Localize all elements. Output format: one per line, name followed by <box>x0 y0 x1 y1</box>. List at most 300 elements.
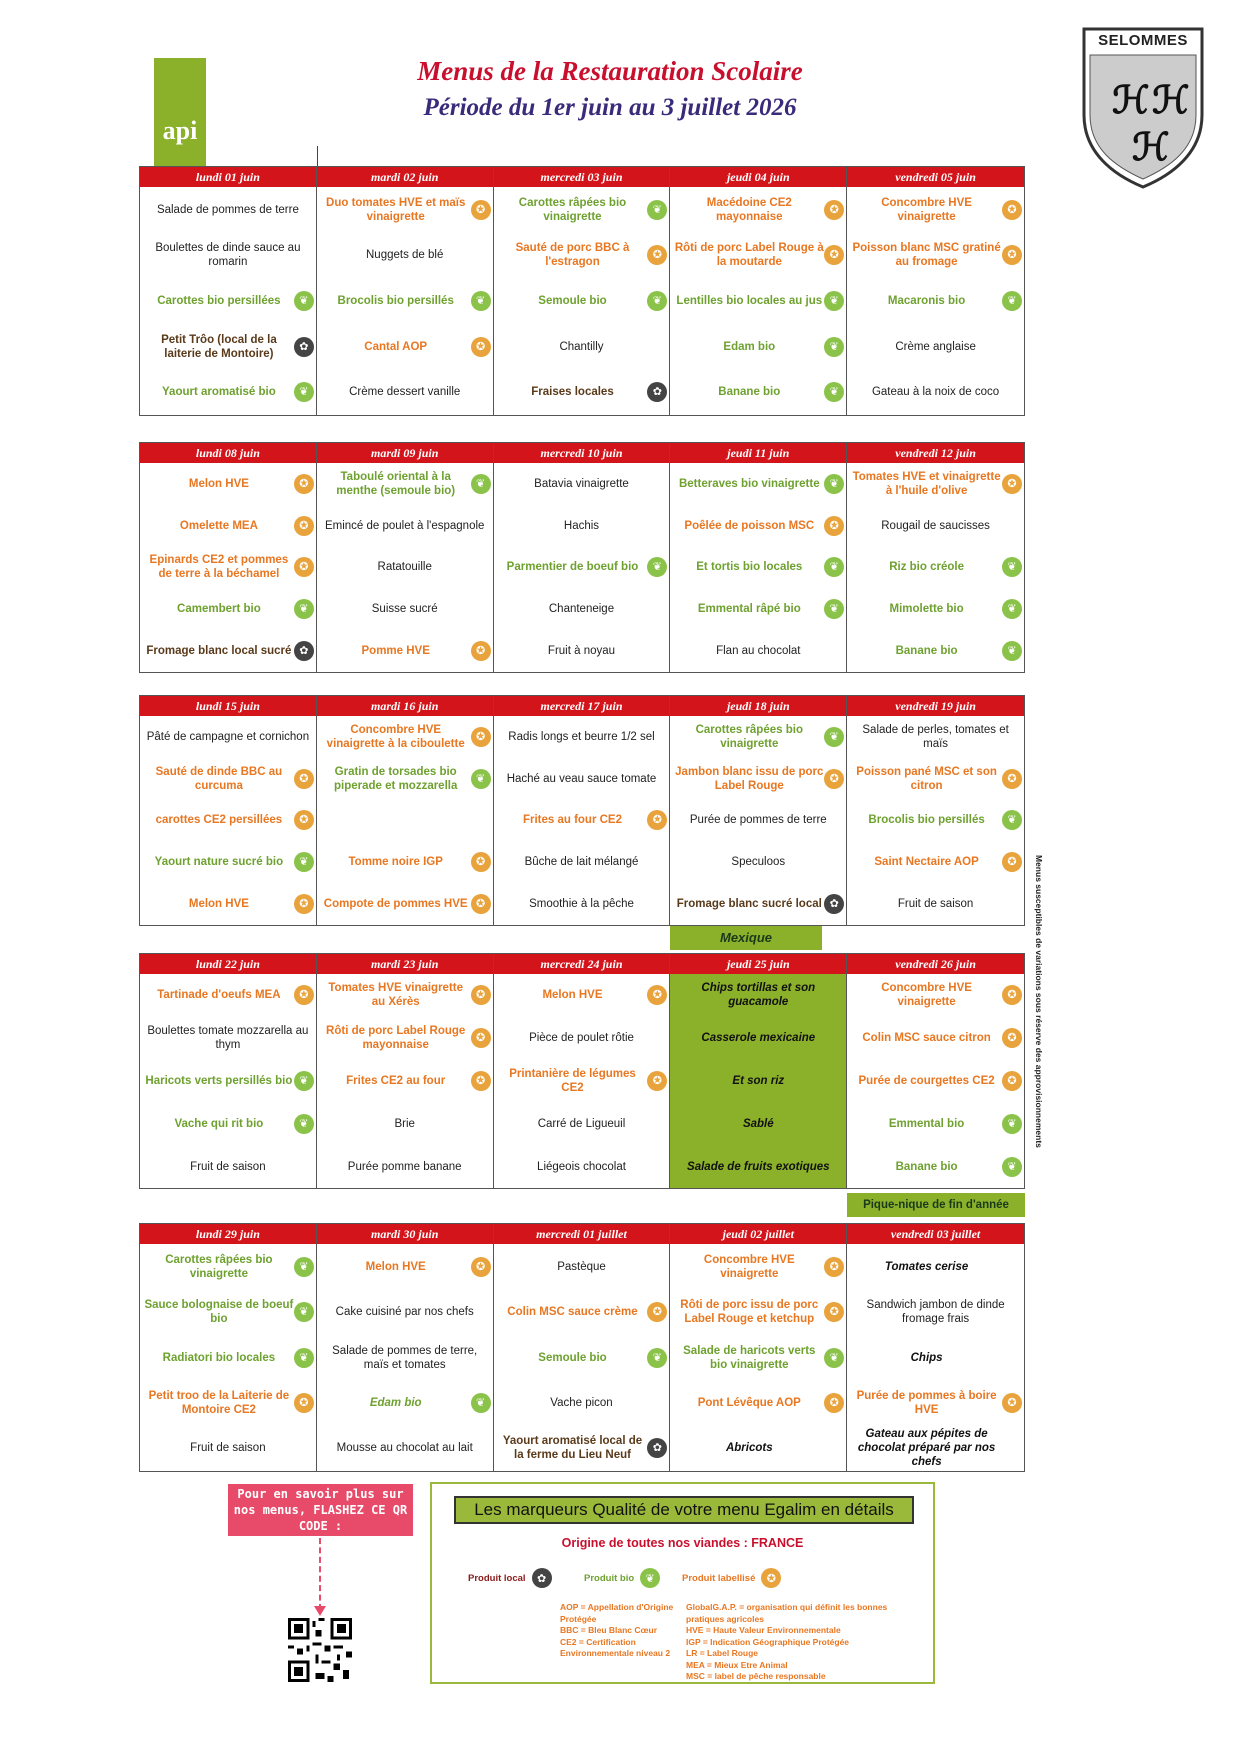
leaf-icon: ❦ <box>1002 557 1022 577</box>
menu-item-text: Pont Lévêque AOP <box>697 1396 801 1409</box>
menu-item <box>494 369 670 415</box>
menu-item-text: Carottes râpées bio vinaigrette <box>165 1253 273 1280</box>
period-subtitle: Période du 1er juin au 3 juillet 2026 <box>423 94 797 121</box>
menu-item-text: Salade de fruits exotiques <box>687 1160 830 1173</box>
menu-item <box>494 187 670 233</box>
menu-item <box>847 588 1024 630</box>
day-column <box>670 167 847 415</box>
menu-item-text: Taboulé oriental à la menthe (semoule bio) <box>336 470 456 497</box>
menu-item <box>317 758 493 800</box>
menu-item <box>847 716 1024 758</box>
svg-text:ℋ: ℋ <box>1112 80 1150 122</box>
day-header: mardi 30 juin <box>317 1224 493 1244</box>
legend-bio-label: Produit bio <box>584 1572 635 1584</box>
menu-item <box>847 1380 1024 1425</box>
day-header: jeudi 11 juin <box>670 443 846 463</box>
leaf-icon: ❦ <box>471 474 491 494</box>
qr-callout: Pour en savoir plus sur nos menus, FLASHEZ CE QR CODE : <box>228 1484 413 1536</box>
rosette-icon: ✪ <box>471 1071 491 1091</box>
menu-item-text: Cake cuisiné par nos chefs <box>335 1306 474 1319</box>
menu-item <box>847 463 1024 505</box>
menu-item-text: Chips <box>910 1351 943 1364</box>
menu-item <box>317 716 493 758</box>
rosette-icon: ✪ <box>1002 200 1022 220</box>
local-producer-icon: ✿ <box>647 1438 667 1458</box>
rosette-icon: ✪ <box>824 769 844 789</box>
menu-item-text: Betteraves bio vinaigrette <box>678 477 820 490</box>
menu-item <box>670 974 846 1017</box>
svg-text:ℋ: ℋ <box>1132 127 1170 169</box>
menu-item <box>494 883 670 925</box>
menu-item-text: Chips tortillas et son guacamole <box>701 982 816 1009</box>
menu-item-text: Gratin de torsades bio piperade et mozzarella <box>334 765 458 792</box>
day-menu <box>140 463 316 672</box>
menu-item-text: Haricots verts persillés bio <box>145 1074 293 1087</box>
rosette-icon: ✪ <box>1002 1028 1022 1048</box>
leaf-icon: ❦ <box>294 1114 314 1134</box>
menu-item-text: Parmentier de boeuf bio <box>506 561 639 574</box>
day-column <box>494 1224 671 1471</box>
rosette-icon: ✪ <box>294 557 314 577</box>
menu-item <box>140 800 316 842</box>
day-header: jeudi 02 juillet <box>670 1224 846 1244</box>
day-header: mercredi 01 juillet <box>494 1224 670 1244</box>
menu-item <box>140 369 316 415</box>
menu-item-text: Petit troo de la Laiterie de Montoire CE2 <box>148 1389 290 1416</box>
menu-item <box>670 324 846 370</box>
rosette-icon: ✪ <box>471 894 491 914</box>
day-header: mercredi 03 juin <box>494 167 670 187</box>
menu-item-text: Banane bio <box>895 1160 958 1173</box>
menu-item-text: Macédoine CE2 mayonnaise <box>706 196 792 223</box>
leaf-icon: ❦ <box>824 291 844 311</box>
leaf-icon: ❦ <box>824 474 844 494</box>
week-grid <box>139 1223 1025 1472</box>
menu-item <box>847 233 1024 279</box>
week-grid <box>139 166 1025 416</box>
menu-item <box>140 463 316 505</box>
menu-item-text: Chantilly <box>559 340 604 353</box>
menu-item <box>494 1102 670 1145</box>
side-note: Menus susceptibles de variations sous réserve des approvisionnements <box>1034 855 1044 1148</box>
menu-item <box>140 547 316 589</box>
week-grid <box>139 953 1025 1189</box>
menu-item-text: Salade de pommes de terre <box>156 203 299 216</box>
menu-item <box>140 1244 316 1289</box>
api-logo <box>154 58 206 166</box>
menu-item-text: Poisson blanc MSC gratiné au fromage <box>852 242 1001 269</box>
day-header: lundi 01 juin <box>140 167 316 187</box>
menu-item-text: Poêlée de poisson MSC <box>684 519 815 532</box>
menu-item-text: Salade de haricots verts bio vinaigrette <box>683 1344 816 1371</box>
menu-item-text: Ratatouille <box>377 561 432 574</box>
day-column <box>670 443 847 672</box>
menu-item-text: Rôti de porc issu de porc Label Rouge et ketchup <box>680 1299 819 1326</box>
menu-item <box>317 841 493 883</box>
menu-item <box>670 1145 846 1188</box>
menu-item-text: Chanteneige <box>548 603 615 616</box>
rosette-icon: ✪ <box>471 337 491 357</box>
leaf-icon: ❦ <box>1002 599 1022 619</box>
day-menu <box>317 463 493 672</box>
menu-item <box>140 883 316 925</box>
day-column <box>140 167 317 415</box>
menu-item <box>670 841 846 883</box>
menu-item <box>140 1102 316 1145</box>
menu-item <box>494 1289 670 1334</box>
menu-item <box>670 505 846 547</box>
leaf-icon: ❦ <box>1002 641 1022 661</box>
menu-item-text: Sauté de dinde BBC au curcuma <box>155 765 283 792</box>
rosette-icon: ✪ <box>1002 245 1022 265</box>
menu-item <box>140 1289 316 1334</box>
menu-item-text: Flan au chocolat <box>716 645 801 658</box>
abbr-mea: MEA = Mieux Etre Animal <box>686 1659 788 1670</box>
menu-item <box>494 547 670 589</box>
day-column <box>847 696 1024 925</box>
day-header: vendredi 05 juin <box>847 167 1024 187</box>
menu-item-text: Compote de pommes HVE <box>323 898 468 911</box>
day-header: mardi 09 juin <box>317 443 493 463</box>
menu-item <box>140 841 316 883</box>
menu-item <box>847 974 1024 1017</box>
rosette-icon: ✪ <box>1002 474 1022 494</box>
pique-nique-banner: Pique-nique de fin d'année <box>847 1193 1025 1217</box>
rosette-icon: ✪ <box>647 1302 667 1322</box>
menu-item <box>140 505 316 547</box>
abbr-globalgap: GlobalG.A.P. = organisation qui définit les bonnes pratiques agricoles <box>686 1602 888 1624</box>
menu-item <box>847 324 1024 370</box>
menu-item <box>670 278 846 324</box>
menu-item-text: Boulettes tomate mozzarella au thym <box>147 1025 309 1052</box>
day-header: jeudi 25 juin <box>670 954 846 974</box>
menu-item-text: Semoule bio <box>538 1351 607 1364</box>
menu-item <box>494 278 670 324</box>
menu-item-text: Concombre HVE vinaigrette <box>703 1253 795 1280</box>
abbreviations-col2 <box>686 1602 926 1683</box>
leaf-icon: ❦ <box>1002 1157 1022 1177</box>
leaf-icon: ❦ <box>294 599 314 619</box>
day-column <box>140 696 317 925</box>
rosette-icon: ✪ <box>1002 852 1022 872</box>
menu-item <box>140 187 316 233</box>
leaf-icon: ❦ <box>1002 810 1022 830</box>
menu-item <box>140 1380 316 1425</box>
day-column <box>847 954 1024 1188</box>
menu-item <box>847 187 1024 233</box>
rosette-icon: ✪ <box>294 474 314 494</box>
menu-item-text: Colin MSC sauce crème <box>507 1306 638 1319</box>
local-producer-icon: ✿ <box>647 382 667 402</box>
local-producer-icon: ✿ <box>294 641 314 661</box>
menu-item-text: Vache qui rit bio <box>174 1117 264 1130</box>
menu-item <box>317 547 493 589</box>
leaf-icon: ❦ <box>647 557 667 577</box>
menu-item <box>317 233 493 279</box>
menu-item-text: Frites CE2 au four <box>346 1074 446 1087</box>
day-column <box>847 1224 1024 1471</box>
menu-item-text: carottes CE2 persillées <box>155 814 283 827</box>
legend-bio <box>584 1568 660 1588</box>
menu-item <box>317 1244 493 1289</box>
menu-item-text: Mousse au chocolat au lait <box>336 1442 473 1455</box>
menu-item <box>140 324 316 370</box>
menu-item <box>670 233 846 279</box>
day-header: lundi 29 juin <box>140 1224 316 1244</box>
menu-item-text: Tomme noire IGP <box>348 856 443 869</box>
menu-item <box>317 1335 493 1380</box>
leaf-icon: ❦ <box>1002 1114 1022 1134</box>
rosette-icon: ✪ <box>294 810 314 830</box>
menu-item-text: Radiatori bio locales <box>162 1351 276 1364</box>
day-column <box>847 167 1024 415</box>
menu-item-text: Boulettes de dinde sauce au romarin <box>155 242 301 269</box>
day-menu <box>670 463 846 672</box>
rosette-icon: ✪ <box>471 1028 491 1048</box>
day-column <box>670 954 847 1188</box>
menu-item-text: Speculoos <box>731 856 786 869</box>
menu-item-text: Poisson pané MSC et son citron <box>856 765 997 792</box>
menu-item-text: Salade de pommes de terre, maïs et tomates <box>332 1344 478 1371</box>
menu-item <box>140 1017 316 1060</box>
day-column <box>494 954 671 1188</box>
commune-name: SELOMMES <box>1098 32 1188 49</box>
abbr-bbc: BBC = Bleu Blanc Cœur <box>560 1625 658 1635</box>
day-menu <box>494 974 670 1188</box>
rosette-icon: ✪ <box>1002 769 1022 789</box>
day-menu <box>670 187 846 415</box>
menu-item <box>494 758 670 800</box>
menu-item-text: Epinards CE2 et pommes de terre à la béchamel <box>149 554 289 581</box>
day-header: lundi 15 juin <box>140 696 316 716</box>
menu-item <box>140 233 316 279</box>
menu-item <box>670 187 846 233</box>
day-menu <box>140 716 316 925</box>
menu-item-text: Fromage blanc local sucré <box>146 645 292 658</box>
menu-item-text: Fruit de saison <box>190 1160 266 1173</box>
menu-item-text: Emmental bio <box>888 1117 965 1130</box>
leaf-icon: ❦ <box>824 382 844 402</box>
menu-item-text: Batavia vinaigrette <box>534 477 629 490</box>
menu-item-text: Et son riz <box>732 1074 785 1087</box>
rosette-icon: ✪ <box>647 810 667 830</box>
menu-item-text: Pomme HVE <box>361 645 430 658</box>
menu-item <box>140 1060 316 1103</box>
menu-item <box>494 233 670 279</box>
menu-item <box>847 1060 1024 1103</box>
rosette-icon: ✪ <box>294 894 314 914</box>
menu-item-text: Smoothie à la pêche <box>529 898 634 911</box>
day-menu <box>670 1244 846 1471</box>
rosette-icon: ✪ <box>824 1302 844 1322</box>
mexique-banner: Mexique <box>670 926 822 950</box>
menu-item-text: Sauce bolognaise de boeuf bio <box>144 1299 294 1326</box>
rosette-icon: ✪ <box>824 245 844 265</box>
rosette-icon: ✪ <box>1002 985 1022 1005</box>
menu-item-text: Brie <box>394 1117 415 1130</box>
leaf-icon: ❦ <box>647 291 667 311</box>
day-menu <box>847 187 1024 415</box>
leaf-icon: ❦ <box>824 337 844 357</box>
day-menu <box>140 1244 316 1471</box>
menu-item-text: Rôti de porc Label Rouge mayonnaise <box>326 1025 466 1052</box>
day-menu <box>494 1244 670 1471</box>
menu-item-text: Riz bio créole <box>889 561 964 574</box>
day-menu <box>494 463 670 672</box>
leaf-icon: ❦ <box>294 382 314 402</box>
menu-item-text: Tomates HVE et vinaigrette à l'huile d'olive <box>852 470 1001 497</box>
day-header: mercredi 24 juin <box>494 954 670 974</box>
menu-item <box>847 1335 1024 1380</box>
menu-item <box>670 1060 846 1103</box>
menu-item-text: Vache picon <box>550 1396 613 1409</box>
menu-item <box>317 974 493 1017</box>
rosette-icon: ✪ <box>294 985 314 1005</box>
day-header: lundi 08 juin <box>140 443 316 463</box>
menu-item <box>494 1335 670 1380</box>
menu-item <box>670 547 846 589</box>
day-menu <box>317 974 493 1188</box>
menu-item <box>317 1289 493 1334</box>
menu-item <box>494 1380 670 1425</box>
day-menu <box>140 974 316 1188</box>
menu-item <box>494 974 670 1017</box>
day-column <box>317 443 494 672</box>
day-column <box>670 1224 847 1471</box>
day-column <box>494 443 671 672</box>
menu-item-text: Yaourt aromatisé bio <box>162 386 276 399</box>
qr-code[interactable] <box>288 1618 352 1682</box>
menu-item <box>317 369 493 415</box>
menu-item <box>317 324 493 370</box>
menu-item-text: Fruit à noyau <box>547 645 616 658</box>
menu-item <box>494 630 670 672</box>
leaf-icon: ❦ <box>824 557 844 577</box>
rosette-icon: ✪ <box>294 769 314 789</box>
leaf-icon: ❦ <box>471 1393 491 1413</box>
menu-item-text: Brocolis bio persillés <box>868 814 985 827</box>
menu-item-text: Tomates HVE vinaigrette au Xérès <box>328 982 464 1009</box>
local-producer-icon: ✿ <box>532 1568 552 1588</box>
qr-arrow-head <box>314 1606 326 1616</box>
rosette-icon: ✪ <box>761 1568 781 1588</box>
day-header: vendredi 19 juin <box>847 696 1024 716</box>
menu-item <box>847 1102 1024 1145</box>
menu-item <box>317 1426 493 1471</box>
menu-item <box>847 278 1024 324</box>
rosette-icon: ✪ <box>471 852 491 872</box>
menu-item <box>140 1426 316 1471</box>
rosette-icon: ✪ <box>824 1393 844 1413</box>
rosette-icon: ✪ <box>824 200 844 220</box>
leaf-icon: ❦ <box>1002 291 1022 311</box>
menu-item <box>317 505 493 547</box>
menu-item-text: Carré de Ligueuil <box>537 1117 626 1130</box>
menu-item <box>670 1335 846 1380</box>
menu-item <box>494 841 670 883</box>
rosette-icon: ✪ <box>294 1393 314 1413</box>
day-header: mardi 02 juin <box>317 167 493 187</box>
rosette-icon: ✪ <box>471 985 491 1005</box>
leaf-icon: ❦ <box>294 1302 314 1322</box>
menu-item-text: Crème anglaise <box>895 340 976 353</box>
menu-item <box>670 1426 846 1471</box>
menu-item <box>670 1102 846 1145</box>
menu-item <box>140 588 316 630</box>
menu-item-text: Duo tomates HVE et maïs vinaigrette <box>326 196 466 223</box>
menu-item-text: Lentilles bio locales au jus <box>676 294 823 307</box>
menu-item <box>317 278 493 324</box>
day-column <box>317 167 494 415</box>
menu-item <box>140 278 316 324</box>
menu-item <box>317 588 493 630</box>
menu-item <box>670 463 846 505</box>
day-header: lundi 22 juin <box>140 954 316 974</box>
leaf-icon: ❦ <box>471 291 491 311</box>
menu-item <box>670 883 846 925</box>
api-logo-text: api <box>162 116 198 145</box>
abbr-ce2: CE2 = Certification Environnementale niveau 2 <box>560 1636 671 1658</box>
meat-origin: Origine de toutes nos viandes : FRANCE <box>561 1536 804 1550</box>
menu-item <box>847 758 1024 800</box>
menu-item <box>847 1289 1024 1334</box>
menu-item-text: Fromage blanc sucré local <box>676 898 822 911</box>
menu-item <box>317 1380 493 1425</box>
menu-item-text: Semoule bio <box>538 294 607 307</box>
day-column <box>494 696 671 925</box>
menu-item-text: Suisse sucré <box>371 603 438 616</box>
day-menu <box>670 974 846 1188</box>
leaf-icon: ❦ <box>294 1071 314 1091</box>
menu-item-text: Concombre HVE vinaigrette <box>881 982 972 1009</box>
local-producer-icon: ✿ <box>824 894 844 914</box>
abbr-aop: AOP = Appellation d'Origine Protégée <box>560 1602 674 1624</box>
abbr-msc: MSC = label de pêche responsable <box>686 1671 826 1681</box>
week-grid <box>139 442 1025 673</box>
menu-item-text: Banane bio <box>895 645 958 658</box>
abbreviations-col1 <box>560 1602 680 1660</box>
day-column <box>140 1224 317 1471</box>
rosette-icon: ✪ <box>1002 1071 1022 1091</box>
rosette-icon: ✪ <box>1002 1393 1022 1413</box>
menu-item-text: Carottes râpées bio vinaigrette <box>518 196 627 223</box>
day-header: vendredi 26 juin <box>847 954 1024 974</box>
menu-item <box>847 800 1024 842</box>
menu-item <box>140 1145 316 1188</box>
menu-item-text: Rougail de saucisses <box>881 519 990 532</box>
legend-labelled-label: Produit labellisé <box>682 1572 756 1584</box>
header-divider <box>317 146 318 168</box>
day-menu <box>494 187 670 415</box>
rosette-icon: ✪ <box>647 1071 667 1091</box>
menu-item <box>670 1017 846 1060</box>
menu-item <box>494 1060 670 1103</box>
day-menu <box>847 1244 1024 1471</box>
menu-item <box>140 974 316 1017</box>
abbr-hve: HVE = Haute Valeur Environnementale <box>686 1625 841 1635</box>
menu-item <box>847 547 1024 589</box>
menu-item-text: Casserole mexicaine <box>701 1032 816 1045</box>
rosette-icon: ✪ <box>647 985 667 1005</box>
day-column <box>317 1224 494 1471</box>
day-column <box>670 696 847 925</box>
leaf-icon: ❦ <box>471 769 491 789</box>
menu-item-text: Omelette MEA <box>179 519 258 532</box>
menu-item-text: Hachis <box>563 519 600 532</box>
menu-item-text: Purée pomme banane <box>347 1160 462 1173</box>
menu-item <box>494 1426 670 1471</box>
rosette-icon: ✪ <box>824 516 844 536</box>
